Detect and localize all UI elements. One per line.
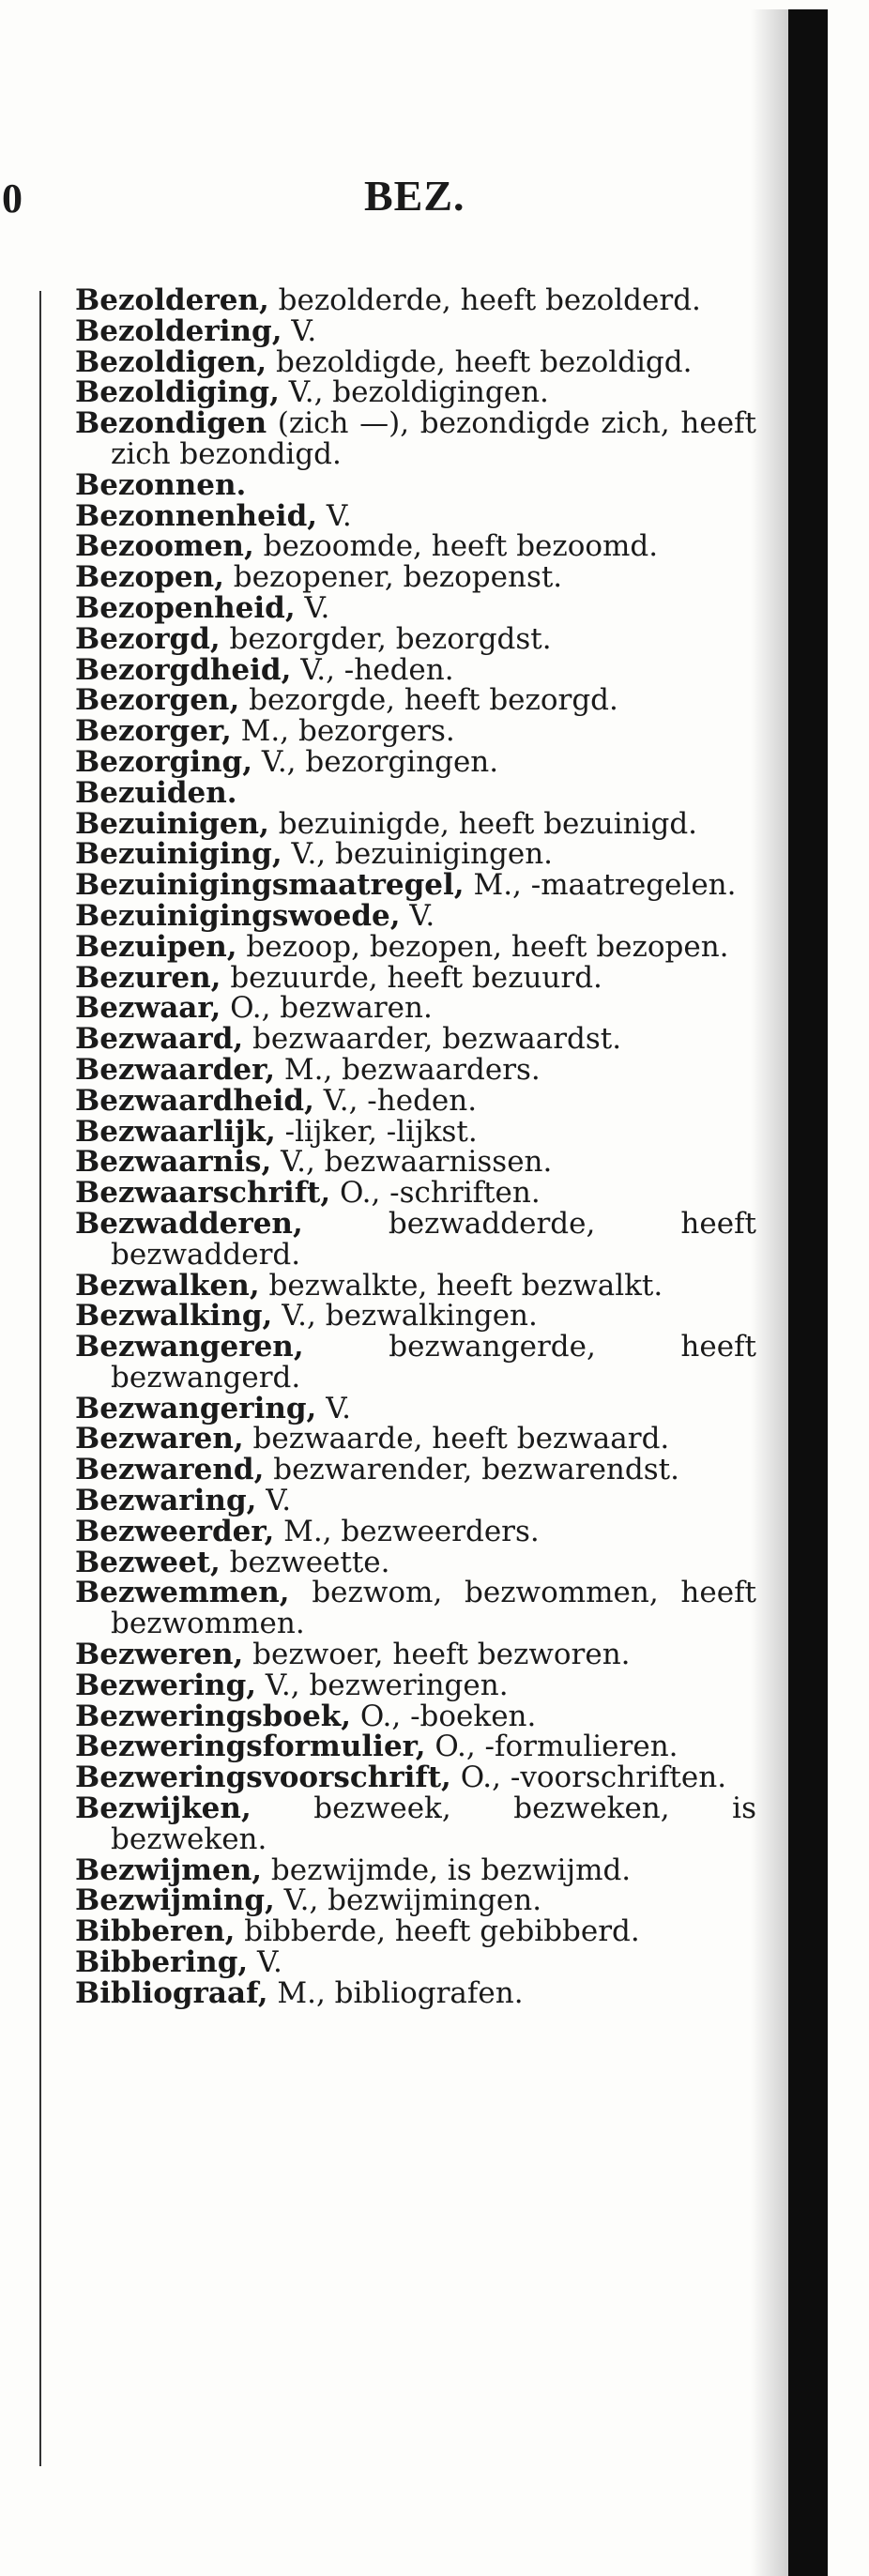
entry-definition: bezolderde, heeft bezolderd.: [268, 283, 701, 317]
dictionary-entry: [75, 775, 756, 810]
entry-headword: Bezweringsboek,: [75, 1699, 352, 1733]
dictionary-entry: [75, 1670, 756, 1701]
dictionary-entry: [75, 652, 756, 687]
dictionary-entry: [75, 1701, 756, 1732]
entry-definition: V., bezwalkingen.: [272, 1299, 538, 1334]
dictionary-entry: [75, 1332, 756, 1394]
entry-headword: Bezoomen,: [75, 529, 254, 564]
dictionary-entry: [75, 1486, 756, 1517]
entry-headword: Bezwaard,: [75, 1022, 244, 1057]
entry-definition: V., -heden.: [291, 652, 454, 687]
entry-definition: bezuinigde, heeft bezuinigd.: [268, 806, 698, 841]
dictionary-entry: [75, 498, 756, 533]
page-number: 0: [2, 175, 23, 221]
dictionary-entry: [75, 993, 756, 1024]
entry-headword: Bezwalking,: [75, 1299, 273, 1334]
entry-definition: bezwangerde, heeft bezwangerd.: [111, 1330, 756, 1395]
entry-headword: Bezorging,: [75, 744, 252, 779]
entry-definition: V.: [317, 498, 352, 533]
dictionary-entry: [75, 806, 756, 841]
dictionary-entry: [75, 1578, 756, 1639]
entry-headword: Bezwijmen,: [75, 1852, 263, 1887]
dictionary-entry: [75, 898, 756, 933]
entry-headword: Bezweet,: [75, 1545, 221, 1579]
entry-definition: V., bezorgingen.: [252, 744, 499, 779]
entry-headword: Bezolderen,: [75, 283, 269, 317]
entry-headword: Bezwarend,: [75, 1453, 265, 1487]
entry-headword: Bezopenheid,: [75, 590, 296, 625]
dictionary-entry: [75, 1391, 756, 1425]
entry-definition: V., bezweringen.: [256, 1668, 509, 1702]
dictionary-entry: [75, 1916, 756, 1947]
entry-definition: bezopener, bezopenst.: [223, 560, 563, 595]
entry-headword: Bezwaarschrift,: [75, 1176, 331, 1211]
entry-definition: bezwaarde, heeft bezwaard.: [243, 1422, 670, 1456]
entry-headword: Bezorger,: [75, 714, 232, 749]
entry-headword: Bibliograaf,: [75, 1975, 268, 2010]
entry-definition: O., -formulieren.: [425, 1730, 678, 1764]
entry-headword: Bezwaarder,: [75, 1052, 275, 1087]
entry-definition: bezwadderde, heeft bezwadderd.: [111, 1206, 756, 1272]
dictionary-entry: [75, 1301, 756, 1332]
entry-headword: Bezwangeren,: [75, 1330, 304, 1364]
entry-headword: Bezwaarlijk,: [75, 1114, 276, 1149]
dictionary-entry: [75, 285, 756, 316]
dictionary-entry: [75, 1975, 756, 2010]
entry-headword: Bezwaren,: [75, 1422, 244, 1456]
dictionary-entry: [75, 1852, 756, 1887]
dictionary-entry: [75, 1024, 756, 1055]
entry-headword: Bezwaarnis,: [75, 1145, 272, 1180]
entry-definition: V.: [256, 1484, 292, 1518]
left-margin-rule: [39, 291, 41, 2466]
dictionary-entry: [75, 1947, 756, 1978]
dictionary-entry: [75, 1083, 756, 1118]
entry-definition: O., bezwaren.: [221, 991, 433, 1026]
entry-definition: bezweek, bezweken, is bezweken.: [111, 1791, 756, 1856]
dictionary-entry: [75, 313, 756, 348]
entry-definition: bezwom, bezwommen, heeft bezwommen.: [111, 1576, 756, 1641]
entry-definition: O., -boeken.: [351, 1699, 537, 1733]
entry-definition: M., bezorgers.: [231, 714, 455, 749]
entry-headword: Bezwaar,: [75, 991, 221, 1026]
dictionary-entry: [75, 685, 756, 716]
entry-headword: Bezoldigen,: [75, 344, 267, 379]
entry-definition: bezwaarder, bezwaardst.: [243, 1022, 622, 1057]
entry-definition: bezoldigde, heeft bezoldigd.: [267, 344, 693, 379]
entry-definition: V.: [282, 313, 317, 348]
dictionary-entry: [75, 590, 756, 625]
entry-headword: Bezorgd,: [75, 621, 221, 656]
dictionary-entry: [75, 744, 756, 779]
entry-headword: Bezuinigingswoede,: [75, 898, 401, 933]
entry-headword: Bezuiden.: [75, 775, 237, 810]
entry-definition: bezwarender, bezwarendst.: [264, 1453, 679, 1487]
entry-definition: bezoop, bezopen, heeft bezopen.: [236, 929, 729, 964]
dictionary-entry: [75, 960, 756, 995]
entry-headword: Bezwadderen,: [75, 1206, 303, 1241]
dictionary-entry: [75, 1052, 756, 1087]
entry-headword: Bezuiniging,: [75, 837, 282, 872]
entry-headword: Bezwalken,: [75, 1268, 260, 1303]
entry-headword: Bezwijken,: [75, 1791, 252, 1826]
entry-definition: O., -voorschriften.: [450, 1761, 727, 1795]
dictionary-entry: [75, 1424, 756, 1455]
dictionary-entry: [75, 531, 756, 562]
dictionary-entry: [75, 1885, 756, 1916]
entry-definition: -lijker, -lijkst.: [275, 1114, 478, 1149]
dictionary-entry: [75, 1147, 756, 1178]
entry-definition: V.: [295, 590, 330, 625]
entry-definition: V.: [248, 1945, 282, 1980]
page-edge-binding: [788, 9, 828, 2576]
running-head: BEZ.: [364, 172, 465, 220]
entry-definition: O., -schriften.: [330, 1176, 541, 1211]
entry-definition: V., bezwaarnissen.: [271, 1145, 553, 1180]
entry-definition: M., -maatregelen.: [464, 868, 737, 903]
entry-definition: bezorgde, heeft bezorgd.: [239, 683, 618, 718]
entry-definition: bezwoer, heeft bezworen.: [243, 1638, 631, 1672]
entry-headword: Bezuren,: [75, 960, 221, 995]
dictionary-entry: [75, 621, 756, 656]
entry-definition: bibberde, heeft gebibberd.: [235, 1914, 640, 1949]
dictionary-entry: [75, 1793, 756, 1855]
entry-definition: V., -heden.: [313, 1083, 478, 1118]
entry-headword: Bezwaardheid,: [75, 1083, 314, 1118]
entry-definition: M., bezweerders.: [274, 1514, 540, 1548]
entry-definition: bezorgder, bezorgdst.: [220, 621, 552, 656]
entry-headword: Bezuinigingsmaatregel,: [75, 868, 465, 903]
entry-headword: Bezoldiging,: [75, 375, 280, 410]
entry-headword: Bezorgdheid,: [75, 652, 292, 687]
entry-definition: bezwijmde, is bezwijmd.: [262, 1852, 632, 1887]
dictionary-entry: [75, 1762, 756, 1793]
entry-definition: V.: [316, 1391, 352, 1425]
dictionary-entry: [75, 344, 756, 379]
page-edge-shadow: [751, 9, 869, 2576]
dictionary-entry: [75, 1114, 756, 1149]
entry-headword: Bezuipen,: [75, 929, 237, 964]
entry-headword: Bezweringsformulier,: [75, 1730, 426, 1764]
entry-headword: Bezonnen.: [75, 467, 247, 502]
dictionary-entries: [75, 285, 756, 2009]
dictionary-entry: [75, 377, 756, 408]
entry-headword: Bezopen,: [75, 560, 224, 595]
entry-headword: Bibbering,: [75, 1945, 249, 1980]
entry-headword: Bezorgen,: [75, 683, 240, 718]
entry-definition: V., bezuinigingen.: [282, 837, 554, 872]
dictionary-entry: [75, 1178, 756, 1209]
entry-definition: bezuurde, heeft bezuurd.: [221, 960, 602, 995]
entry-headword: Bezwijming,: [75, 1883, 275, 1918]
dictionary-entry: [75, 929, 756, 964]
dictionary-entry: [75, 562, 756, 593]
entry-headword: Bezoldering,: [75, 313, 282, 348]
dictionary-entry: [75, 1639, 756, 1670]
entry-headword: Bezwering,: [75, 1668, 257, 1702]
entry-definition: bezoomde, heeft bezoomd.: [253, 529, 659, 564]
entry-headword: Bezonnenheid,: [75, 498, 318, 533]
entry-definition: bezweette.: [220, 1545, 390, 1579]
dictionary-entry: [75, 716, 756, 747]
entry-definition: V., bezoldigingen.: [279, 375, 549, 410]
entry-definition: (zich —), bezondigde zich, heeft zich bezondigd.: [111, 406, 756, 471]
entry-definition: V., bezwijmingen.: [274, 1883, 542, 1918]
dictionary-entry: [75, 839, 756, 870]
dictionary-entry: [75, 1206, 756, 1272]
dictionary-entry: [75, 870, 756, 901]
entry-definition: bezwalkte, heeft bezwalkt.: [259, 1268, 663, 1303]
entry-headword: Bezweren,: [75, 1638, 244, 1672]
dictionary-entry: [75, 1547, 756, 1578]
entry-headword: Bezuinigen,: [75, 806, 269, 841]
entry-headword: Bezondigen: [75, 406, 267, 441]
entry-headword: Bezweerder,: [75, 1514, 275, 1548]
dictionary-entry: [75, 1455, 756, 1486]
dictionary-entry: [75, 1268, 756, 1303]
entry-definition: M., bibliografen.: [267, 1975, 524, 2010]
entry-headword: Bezwaring,: [75, 1484, 257, 1518]
entry-definition: V.: [400, 898, 435, 933]
entry-headword: Bezwangering,: [75, 1391, 317, 1425]
entry-definition: M., bezwaarders.: [275, 1052, 541, 1087]
dictionary-entry: [75, 408, 756, 470]
dictionary-entry: [75, 1514, 756, 1548]
entry-headword: Bezweringsvoorschrift,: [75, 1761, 451, 1795]
dictionary-entry: [75, 467, 756, 502]
entry-headword: Bezwemmen,: [75, 1576, 290, 1610]
entry-headword: Bibberen,: [75, 1914, 236, 1949]
dictionary-entry: [75, 1731, 756, 1762]
